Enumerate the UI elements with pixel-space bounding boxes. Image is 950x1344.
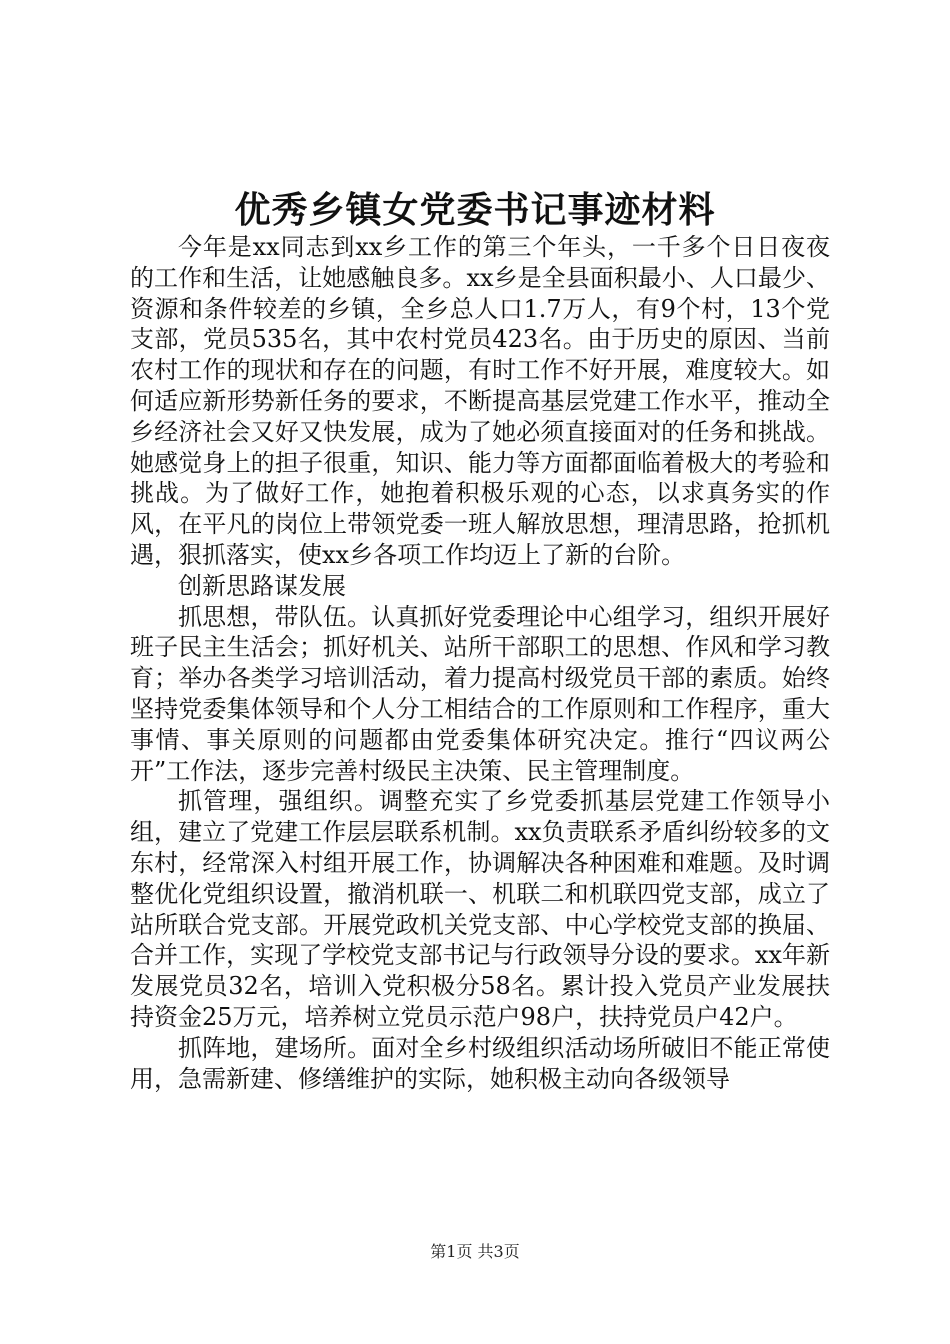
paragraph-intro: 今年是xx同志到xx乡工作的第三个年头，一千多个日日夜夜的工作和生活，让她感触良多。xx乡是全县面积最小、人口最少、资源和条件较差的乡镇，全乡总人口1.7万人，有9个村，13个党支部，党员535名，其中农村党员423名。由于历史的原因、当前农村工作的现状和存在的问题，有时工作不好开展，难度较大。如何适应新形势新任务的要求，不断提高基层党建工作水平，推动全乡经济社会又好又快发展，成为了她必须直接面对的任务和挑战。她感觉身上的担子很重，知识、能力等方面都面临着极大的考验和挑战。为了做好工作，她抱着积极乐观的心态，以求真务实的作风，在平凡的岗位上带领党委一班人解放思想，理清思路，抢抓机遇，狠抓落实，使xx乡各项工作均迈上了新的台阶。	[130, 233, 830, 569]
paragraph-management: 抓管理，强组织。调整充实了乡党委抓基层党建工作领导小组，建立了党建工作层层联系机制。xx负责联系矛盾纠纷较多的文东村，经常深入村组开展工作，协调解决各种困难和难题。及时调整优化党组织设置，撤消机联一、机联二和机联四党支部，成立了站所联合党支部。开展党政机关党支部、中心学校党支部的换届、合并工作，实现了学校党支部书记与行政领导分设的要求。xx年新发展党员32名，培训入党积极分58名。累计投入党员产业发展扶持资金25万元，培养树立党员示范户98户，扶持党员户42户。	[130, 787, 830, 1031]
document-title: 优秀乡镇女党委书记事迹材料	[234, 189, 716, 231]
page-number-footer: 第1页 共3页	[430, 1242, 520, 1261]
paragraph-venues: 抓阵地，建场所。面对全乡村级组织活动场所破旧不能正常使用，急需新建、修缮维护的实际，她积极主动向各级领导	[130, 1033, 830, 1093]
document-body	[130, 232, 830, 1094]
section-heading: 创新思路谋发展	[178, 571, 346, 600]
paragraph-ideology: 抓思想，带队伍。认真抓好党委理论中心组学习，组织开展好班子民主生活会；抓好机关、站所干部职工的思想、作风和学习教育；举办各类学习培训活动，着力提高村级党员干部的素质。始终坚持党委集体领导和个人分工相结合的工作原则和工作程序，重大事情、事关原则的问题都由党委集体研究决定。推行“四议两公开”工作法，逐步完善村级民主决策、民主管理制度。	[130, 602, 830, 785]
